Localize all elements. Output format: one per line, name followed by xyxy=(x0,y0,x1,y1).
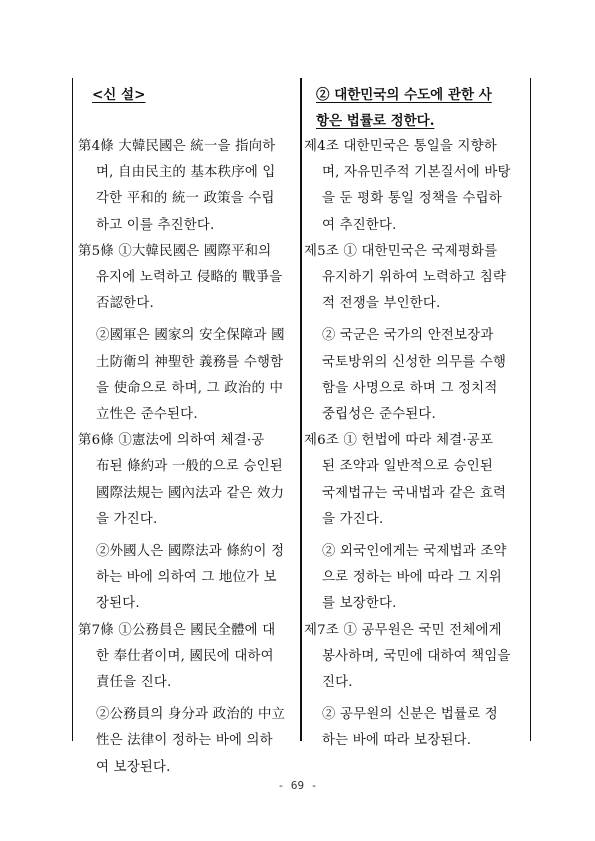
right-column xyxy=(304,134,526,755)
left-header: <신 설> xyxy=(92,87,146,103)
left-line: ②公務員의 身分과 政治的 中立 xyxy=(96,707,286,723)
left-line: 國際法規는 國內法과 같은 效力 xyxy=(96,485,285,501)
left-line: 을 가진다. xyxy=(96,511,158,527)
right-line: 며, 자유민주적 기본질서에 바탕 xyxy=(322,165,511,181)
left-border xyxy=(72,78,73,741)
right-line: ② 공무원의 신분은 법률로 정 xyxy=(322,707,498,723)
right-line: 된 조약과 일반적으로 승인된 xyxy=(322,459,493,475)
right-line: 국토방위의 신성한 의무를 수행 xyxy=(322,354,507,370)
left-line: 하고 이를 추진한다. xyxy=(96,217,215,233)
left-line: 土防衛의 神聖한 義務를 수행함 xyxy=(96,354,284,370)
left-line: 立性은 준수된다. xyxy=(96,407,198,423)
right-line: 제5조 ① 대한민국은 국제평화를 xyxy=(304,243,498,259)
left-line: 유지에 노력하고 侵略的 戰爭을 xyxy=(96,270,283,286)
left-line: ②外國人은 國際法과 條約이 정 xyxy=(96,544,285,560)
right-border xyxy=(530,78,531,741)
right-line: 하는 바에 따라 보장된다. xyxy=(322,733,472,749)
right-line: 제4조 대한민국은 통일을 지향하 xyxy=(304,139,497,154)
column-divider xyxy=(300,78,302,741)
right-header-line1: ② 대한민국의 수도에 관한 사 xyxy=(316,87,492,103)
left-line: 布된 條約과 一般的으로 승인된 xyxy=(96,459,283,475)
right-line: ② 국군은 국가의 안전보장과 xyxy=(322,328,494,344)
left-line: 否認한다. xyxy=(96,296,154,312)
right-line: 중립성은 준수된다. xyxy=(322,407,436,423)
right-line: 유지하기 위하여 노력하고 침략 xyxy=(322,270,507,286)
left-line: 責任을 진다. xyxy=(96,675,172,691)
left-line: 장된다. xyxy=(96,596,140,612)
right-line: 을 둔 평화 통일 정책을 수립하 xyxy=(322,191,502,207)
right-line: 적 전쟁을 부인한다. xyxy=(322,296,441,312)
left-line: 하는 바에 의하여 그 地位가 보 xyxy=(96,570,277,586)
right-header-line2: 항은 법률로 정한다. xyxy=(316,113,435,129)
right-line: 함을 사명으로 하며 그 정치적 xyxy=(322,380,498,396)
right-line: 를 보장한다. xyxy=(322,596,397,612)
right-line: 제6조 ① 헌법에 따라 체결·공포 xyxy=(304,433,494,449)
left-line: 한 奉仕者이며, 國民에 대하여 xyxy=(96,648,274,664)
right-line: 으로 정하는 바에 따라 그 지위 xyxy=(322,570,502,586)
left-line: 각한 平和的 統一 政策을 수립 xyxy=(96,191,275,207)
right-line: 봉사하며, 국민에 대하여 책임을 xyxy=(322,648,511,664)
left-line: 며, 自由民主的 基本秩序에 입 xyxy=(96,165,276,181)
right-line: 국제법규는 국내법과 같은 효력 xyxy=(322,485,507,501)
left-line: 여 보장된다. xyxy=(96,759,171,775)
left-line: 第5條 ①大韓民國은 國際平和의 xyxy=(78,243,272,259)
right-line: ② 외국인에게는 국제법과 조약 xyxy=(322,544,507,560)
right-line: 진다. xyxy=(322,675,353,691)
left-line: 第6條 ①憲法에 의하여 체결·공 xyxy=(78,433,265,449)
right-line: 제7조 ① 공무원은 국민 전체에게 xyxy=(304,622,502,638)
right-line: 여 추진한다. xyxy=(322,217,397,233)
left-line: 을 使命으로 하며, 그 政治的 中 xyxy=(96,380,284,396)
left-line: 第4條 大韓民國은 統一을 指向하 xyxy=(78,139,276,154)
left-line: 第7條 ①公務員은 國民全體에 대 xyxy=(78,622,276,638)
left-line: ②國軍은 國家의 安全保障과 國 xyxy=(96,328,285,344)
page-number: - 69 - xyxy=(277,779,318,792)
left-column xyxy=(78,134,296,781)
left-line: 性은 法律이 정하는 바에 의하 xyxy=(96,733,273,749)
right-line: 을 가진다. xyxy=(322,511,384,527)
